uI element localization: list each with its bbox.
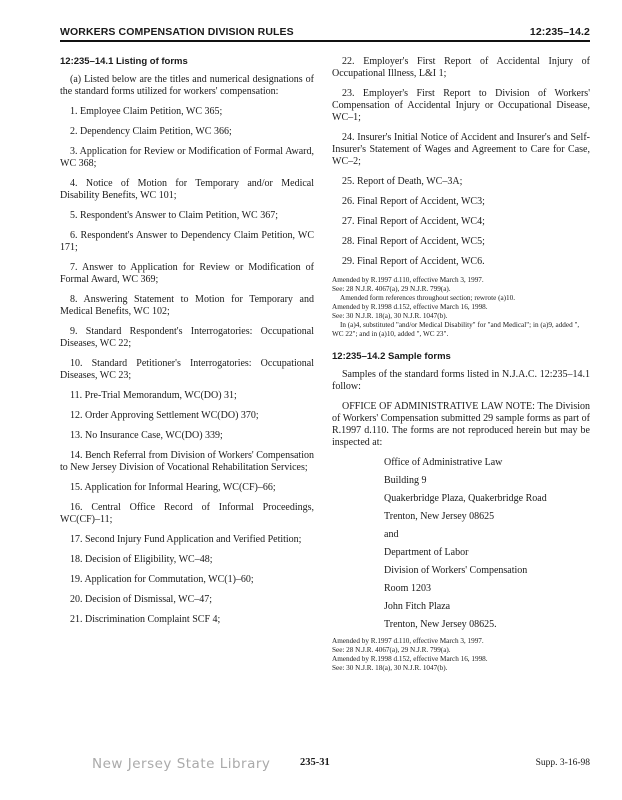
note-line: Amended by R.1998 d.152, effective March 16, 1998. bbox=[332, 655, 488, 663]
right-column bbox=[332, 56, 590, 673]
note-line: Amended by R.1997 d.110, effective March 3, 1997. bbox=[332, 276, 484, 284]
form-list-item: 27. Final Report of Accident, WC4; bbox=[342, 216, 485, 227]
form-list-item: 25. Report of Death, WC–3A; bbox=[342, 176, 463, 187]
address-line: Building 9 bbox=[384, 475, 427, 486]
history-note bbox=[332, 276, 590, 339]
form-list-item: 4. Notice of Motion for Temporary and/or Medical Disability Benefits, WC 101; bbox=[60, 178, 314, 201]
form-list-item: 11. Pre-Trial Memorandum, WC(DO) 31; bbox=[70, 390, 237, 401]
address-line: Room 1203 bbox=[384, 583, 431, 594]
form-list-item: 29. Final Report of Accident, WC6. bbox=[342, 256, 485, 267]
intro-paragraph: (a) Listed below are the titles and numerical designations of the standard forms utilized for workers' compensation: bbox=[60, 74, 314, 97]
note-line: See: 30 N.J.R. 18(a), 30 N.J.R. 1047(b). bbox=[332, 312, 448, 320]
form-list-item: 10. Standard Petitioner's Interrogatories: Occupational Diseases, WC 23; bbox=[60, 358, 314, 381]
address-line: John Fitch Plaza bbox=[384, 601, 451, 612]
header-section-number: 12:235–14.2 bbox=[529, 26, 590, 38]
note-line: See: 28 N.J.R. 4067(a), 29 N.J.R. 799(a). bbox=[332, 646, 451, 654]
address-line: Quakerbridge Plaza, Quakerbridge Road bbox=[384, 493, 547, 504]
address-line: Division of Workers' Compensation bbox=[384, 565, 528, 576]
note-line: In (a)4, substituted "and/or Medical Disability" for "and Medical"; in (a)9, added ", WC 22"; and in (a)10, added ", WC 23". bbox=[332, 321, 580, 338]
form-list-item: 20. Decision of Dismissal, WC–47; bbox=[70, 594, 213, 605]
page-number: 235-31 bbox=[300, 757, 330, 768]
running-header bbox=[60, 26, 590, 42]
form-list-item: 26. Final Report of Accident, WC3; bbox=[342, 196, 485, 207]
library-watermark: New Jersey State Library bbox=[92, 756, 271, 772]
address-line: Trenton, New Jersey 08625. bbox=[384, 619, 497, 630]
note-line: Amended form references throughout section; rewrote (a)10. bbox=[340, 294, 516, 302]
form-list-item: 14. Bench Referral from Division of Workers' Compensation to New Jersey Division of Vocational Rehabilitation Services; bbox=[60, 450, 314, 473]
form-list-item: 22. Employer's First Report of Accidental Injury of Occupational Illness, L&I 1; bbox=[332, 56, 590, 79]
sample-forms-paragraph: Samples of the standard forms listed in N.J.A.C. 12:235–14.1 follow: bbox=[332, 369, 590, 392]
form-list-item: 1. Employee Claim Petition, WC 365; bbox=[70, 106, 223, 117]
note-line: See: 28 N.J.R. 4067(a), 29 N.J.R. 799(a). bbox=[332, 285, 451, 293]
history-note bbox=[332, 637, 590, 673]
section-heading: 12:235–14.1 Listing of forms bbox=[60, 56, 188, 67]
section-heading: 12:235–14.2 Sample forms bbox=[332, 351, 451, 362]
oal-note-paragraph: OFFICE OF ADMINISTRATIVE LAW NOTE: The Division of Workers' Compensation submitted 29 sample forms as part of R.1997 d.110. The forms are not reproduced herein but may be inspected at: bbox=[332, 401, 590, 448]
form-list-item: 3. Application for Review or Modification of Formal Award, WC 368; bbox=[60, 146, 314, 169]
form-list-item: 6. Respondent's Answer to Dependency Claim Petition, WC 171; bbox=[60, 230, 314, 253]
supplement-date: Supp. 3-16-98 bbox=[535, 758, 590, 768]
form-list-item: 19. Application for Commutation, WC(1)–60; bbox=[70, 574, 254, 585]
form-list-item: 5. Respondent's Answer to Claim Petition, WC 367; bbox=[70, 210, 279, 221]
form-list-item: 8. Answering Statement to Motion for Temporary and Medical Benefits, WC 102; bbox=[60, 294, 314, 317]
left-column bbox=[60, 56, 314, 634]
page-footer bbox=[0, 756, 622, 776]
form-list-item: 2. Dependency Claim Petition, WC 366; bbox=[70, 126, 232, 137]
note-line: See: 30 N.J.R. 18(a), 30 N.J.R. 1047(b). bbox=[332, 664, 448, 672]
form-list-item: 18. Decision of Eligibility, WC–48; bbox=[70, 554, 213, 565]
form-list-item: 16. Central Office Record of Informal Proceedings, WC(CF)–11; bbox=[60, 502, 314, 525]
address-line: and bbox=[384, 529, 399, 540]
address-line: Trenton, New Jersey 08625 bbox=[384, 511, 495, 522]
address-block bbox=[384, 457, 590, 631]
note-line: Amended by R.1997 d.110, effective March 3, 1997. bbox=[332, 637, 484, 645]
form-list-item: 15. Application for Informal Hearing, WC(CF)–66; bbox=[70, 482, 276, 493]
address-line: Department of Labor bbox=[384, 547, 469, 558]
form-list-item: 24. Insurer's Initial Notice of Accident and Insurer's and Self-Insurer's Statement of Wages and Agreement to Care for Case, WC–2; bbox=[332, 132, 590, 167]
form-list-item: 13. No Insurance Case, WC(DO) 339; bbox=[70, 430, 223, 441]
form-list-item: 12. Order Approving Settlement WC(DO) 370; bbox=[70, 410, 259, 421]
form-list-item: 9. Standard Respondent's Interrogatories: Occupational Diseases, WC 22; bbox=[60, 326, 314, 349]
form-list-item: 23. Employer's First Report to Division of Workers' Compensation of Accidental Injury or Occupational Disease, WC–1; bbox=[332, 88, 590, 123]
note-line: Amended by R.1998 d.152, effective March 16, 1998. bbox=[332, 303, 488, 311]
form-list-item: 7. Answer to Application for Review or Modification of Formal Award, WC 369; bbox=[60, 262, 314, 285]
header-title: WORKERS COMPENSATION DIVISION RULES bbox=[60, 26, 294, 38]
form-list-item: 28. Final Report of Accident, WC5; bbox=[342, 236, 485, 247]
address-line: Office of Administrative Law bbox=[384, 457, 503, 468]
form-list-item: 21. Discrimination Complaint SCF 4; bbox=[70, 614, 221, 625]
form-list-item: 17. Second Injury Fund Application and Verified Petition; bbox=[70, 534, 302, 545]
